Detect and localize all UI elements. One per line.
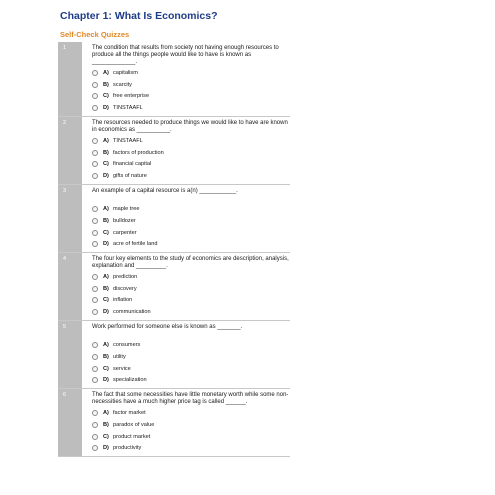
option-c[interactable] bbox=[92, 227, 290, 239]
question-body bbox=[82, 389, 290, 456]
option-b[interactable] bbox=[92, 215, 290, 227]
option-b[interactable] bbox=[92, 79, 290, 91]
question-body bbox=[82, 185, 290, 252]
answer-options bbox=[92, 408, 290, 454]
radio-button[interactable] bbox=[92, 309, 98, 315]
option-letter: C) bbox=[103, 161, 109, 168]
option-b[interactable] bbox=[92, 147, 290, 159]
option-letter: B) bbox=[103, 354, 109, 361]
radio-button[interactable] bbox=[92, 354, 98, 360]
option-letter: B) bbox=[103, 422, 109, 429]
question-text: The fact that some necessities have little monetary worth while some non-necessities have a much higher price tag is called ______. bbox=[92, 392, 289, 405]
option-b[interactable] bbox=[92, 283, 290, 295]
answer-options bbox=[92, 272, 290, 318]
option-text: inflation bbox=[113, 297, 133, 304]
option-text: utility bbox=[113, 354, 126, 361]
option-text: bulldozer bbox=[113, 217, 136, 224]
answer-options bbox=[92, 340, 290, 386]
question-6 bbox=[58, 389, 290, 457]
radio-button[interactable] bbox=[92, 93, 98, 99]
option-text: acre of fertile land bbox=[113, 241, 158, 248]
question-body bbox=[82, 117, 290, 184]
option-d[interactable] bbox=[92, 374, 290, 386]
option-letter: A) bbox=[103, 410, 109, 417]
answer-options bbox=[92, 135, 290, 181]
radio-button[interactable] bbox=[92, 297, 98, 303]
option-letter: D) bbox=[103, 241, 109, 248]
option-text: maple tree bbox=[113, 206, 140, 213]
option-b[interactable] bbox=[92, 419, 290, 431]
option-c[interactable] bbox=[92, 431, 290, 443]
radio-button[interactable] bbox=[92, 342, 98, 348]
option-text: factors of production bbox=[113, 149, 164, 156]
question-number: 5 bbox=[58, 321, 82, 388]
option-letter: D) bbox=[103, 104, 109, 111]
radio-button[interactable] bbox=[92, 274, 98, 280]
option-letter: B) bbox=[103, 285, 109, 292]
option-a[interactable] bbox=[92, 67, 290, 79]
radio-button[interactable] bbox=[92, 230, 98, 236]
section-title: Self-Check Quizzes bbox=[60, 30, 130, 39]
radio-button[interactable] bbox=[92, 105, 98, 111]
option-text: factor market bbox=[113, 410, 146, 417]
page-title: Chapter 1: What Is Economics? bbox=[60, 10, 218, 22]
question-number: 4 bbox=[58, 253, 82, 320]
option-text: TINSTAAFL bbox=[113, 138, 143, 145]
question-text: Work performed for someone else is known as _______. bbox=[92, 323, 243, 330]
option-text: consumers bbox=[113, 342, 141, 349]
question-2 bbox=[58, 117, 290, 185]
option-text: scarcity bbox=[113, 81, 132, 88]
option-d[interactable] bbox=[92, 442, 290, 454]
option-c[interactable] bbox=[92, 363, 290, 375]
option-d[interactable] bbox=[92, 238, 290, 250]
option-d[interactable] bbox=[92, 102, 290, 114]
option-c[interactable] bbox=[92, 91, 290, 103]
option-text: carpenter bbox=[113, 229, 137, 236]
question-body bbox=[82, 253, 290, 320]
option-a[interactable] bbox=[92, 135, 290, 147]
option-letter: B) bbox=[103, 81, 109, 88]
question-number: 6 bbox=[58, 389, 82, 456]
radio-button[interactable] bbox=[92, 286, 98, 292]
quiz-list bbox=[58, 42, 290, 457]
question-5 bbox=[58, 321, 290, 389]
question-body bbox=[82, 321, 290, 388]
option-text: service bbox=[113, 365, 131, 372]
radio-button[interactable] bbox=[92, 206, 98, 212]
answer-options bbox=[92, 67, 290, 113]
question-3 bbox=[58, 185, 290, 253]
option-letter: D) bbox=[103, 445, 109, 452]
option-letter: A) bbox=[103, 274, 109, 281]
radio-button[interactable] bbox=[92, 422, 98, 428]
option-c[interactable] bbox=[92, 295, 290, 307]
question-number: 2 bbox=[58, 117, 82, 184]
option-letter: B) bbox=[103, 149, 109, 156]
option-letter: C) bbox=[103, 93, 109, 100]
option-text: communication bbox=[113, 309, 151, 316]
radio-button[interactable] bbox=[92, 82, 98, 88]
option-letter: D) bbox=[103, 309, 109, 316]
question-text: An example of a capital resource is a(n) ___________. bbox=[92, 187, 238, 194]
option-text: product market bbox=[113, 433, 151, 440]
question-body bbox=[82, 42, 290, 116]
option-letter: C) bbox=[103, 229, 109, 236]
radio-button[interactable] bbox=[92, 434, 98, 440]
radio-button[interactable] bbox=[92, 150, 98, 156]
question-text: The resources needed to produce things we would like to have are known in economics as __________. bbox=[92, 119, 288, 133]
radio-button[interactable] bbox=[92, 70, 98, 76]
option-text: discovery bbox=[113, 285, 137, 292]
radio-button[interactable] bbox=[92, 366, 98, 372]
option-letter: A) bbox=[103, 70, 109, 77]
option-text: capitalism bbox=[113, 70, 138, 77]
option-a[interactable] bbox=[92, 272, 290, 284]
option-text: TINSTAAFL bbox=[113, 104, 143, 111]
option-letter: B) bbox=[103, 217, 109, 224]
radio-button[interactable] bbox=[92, 445, 98, 451]
option-d[interactable] bbox=[92, 170, 290, 182]
radio-button[interactable] bbox=[92, 173, 98, 179]
option-b[interactable] bbox=[92, 351, 290, 363]
option-letter: A) bbox=[103, 342, 109, 349]
radio-button[interactable] bbox=[92, 410, 98, 416]
radio-button[interactable] bbox=[92, 241, 98, 247]
option-text: financial capital bbox=[113, 161, 152, 168]
answer-options bbox=[92, 204, 290, 250]
question-number: 3 bbox=[58, 185, 82, 252]
question-text: The condition that results from society not having enough resources to produce all the things people would like to have is known as _____________. bbox=[92, 45, 279, 65]
radio-button[interactable] bbox=[92, 161, 98, 167]
option-a[interactable] bbox=[92, 408, 290, 420]
question-number: 1 bbox=[58, 42, 82, 116]
radio-button[interactable] bbox=[92, 377, 98, 383]
option-text: free enterprise bbox=[113, 93, 150, 100]
option-letter: C) bbox=[103, 365, 109, 372]
option-letter: D) bbox=[103, 172, 109, 179]
option-letter: A) bbox=[103, 138, 109, 145]
question-1 bbox=[58, 42, 290, 117]
option-c[interactable] bbox=[92, 159, 290, 171]
radio-button[interactable] bbox=[92, 138, 98, 144]
option-a[interactable] bbox=[92, 340, 290, 352]
option-text: paradox of value bbox=[113, 422, 155, 429]
radio-button[interactable] bbox=[92, 218, 98, 224]
question-text: The four key elements to the study of economics are description, analysis, explanation and _________. bbox=[92, 255, 289, 269]
option-letter: C) bbox=[103, 297, 109, 304]
option-letter: D) bbox=[103, 377, 109, 384]
option-text: productivity bbox=[113, 445, 142, 452]
option-text: prediction bbox=[113, 274, 138, 281]
option-d[interactable] bbox=[92, 306, 290, 318]
option-letter: C) bbox=[103, 433, 109, 440]
option-letter: A) bbox=[103, 206, 109, 213]
option-a[interactable] bbox=[92, 204, 290, 216]
question-4 bbox=[58, 253, 290, 321]
option-text: gifts of nature bbox=[113, 172, 147, 179]
option-text: specialization bbox=[113, 377, 147, 384]
